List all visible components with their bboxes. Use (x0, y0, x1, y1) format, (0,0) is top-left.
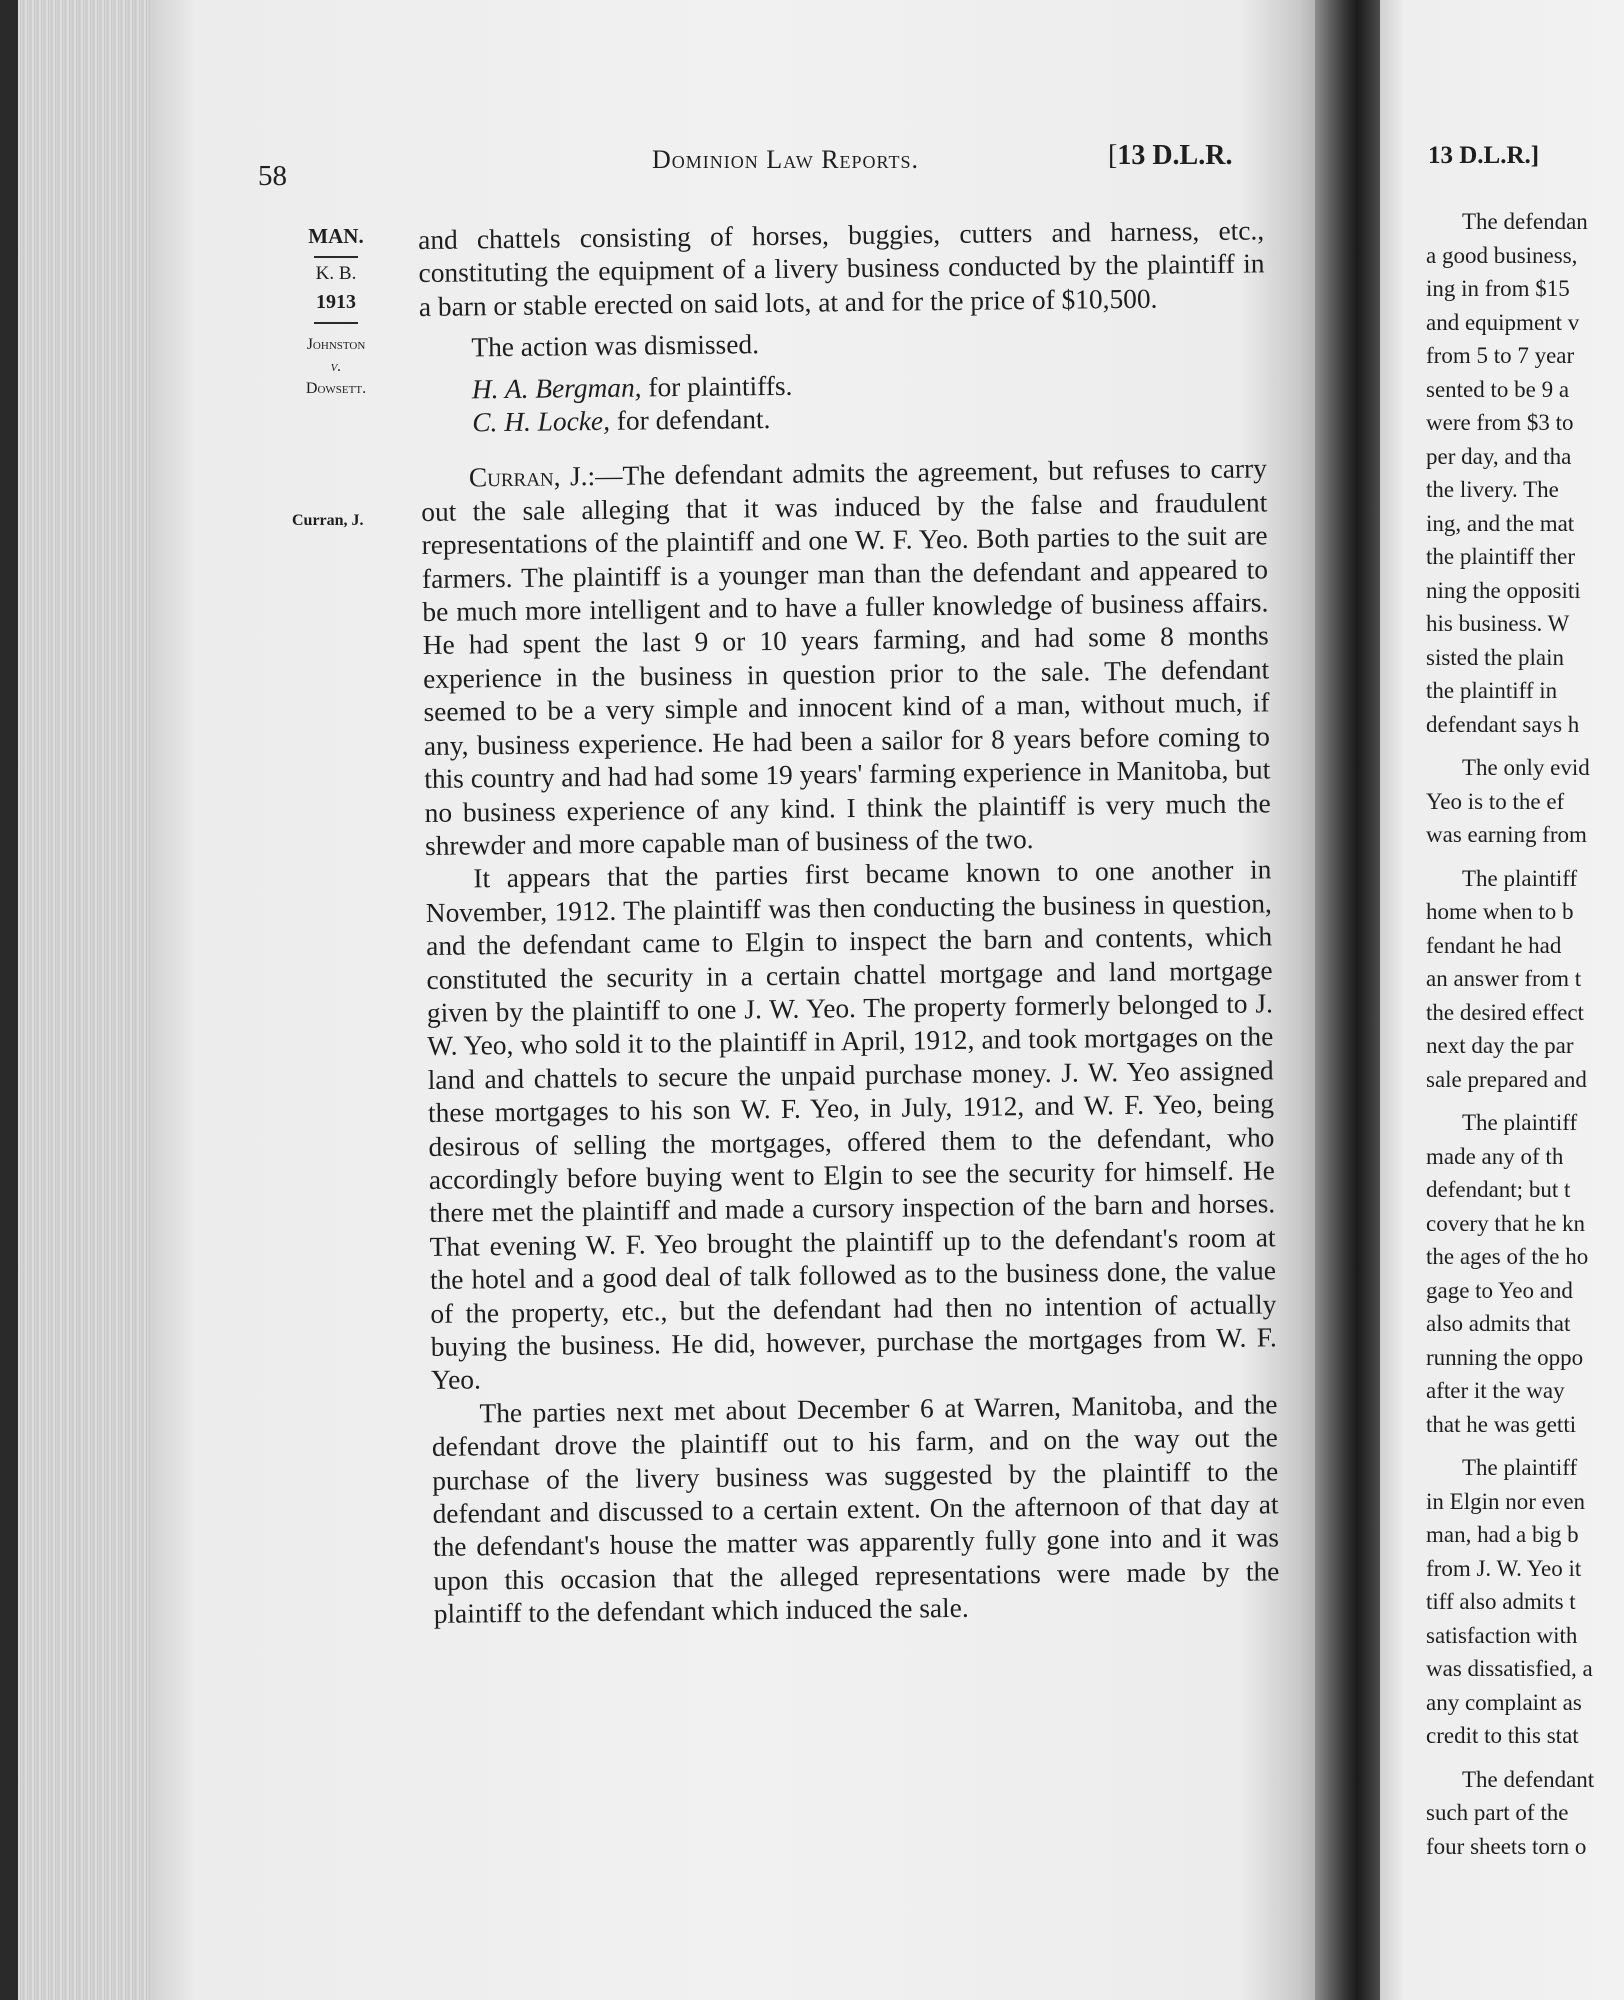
margin-rule (314, 256, 358, 258)
right-page-line: a good business, (1426, 242, 1578, 268)
right-page-line: ing in from $15 (1426, 276, 1570, 301)
right-page-line: home when to b (1426, 899, 1574, 924)
right-page-line: fendant he had (1426, 932, 1562, 958)
right-page-line: such part of the (1426, 1800, 1569, 1825)
right-page-line: also admits that (1426, 1311, 1571, 1336)
paragraph-1-text: —The defendant admits the agreement, but refuses to carry out the sale alleging that it was induced by the false and fraudulent representations of the plaintiff and one W. F. Yeo. Both parties to the suit are farmers. The plaintiff is a younger man than the defendant and appeared to be much more intelligent and to have a fuller knowledge of business affairs. He had spent the last 9 or 10 years farming, and had some 8 months experience in the business in question prior to the sale. The defendant seemed to be a very simple and innocent kind of a man, without much, if any, business experience. He had been a sailor for 8 years before coming to this country and had had some 19 years' farming experience in Manitoba, but no business experience of any kind. I think the plaintiff is very much the shrewder and more capable man of business of the two. (421, 453, 1271, 861)
right-page-line: was dissatisfied, a (1426, 1656, 1593, 1681)
book-gutter (1315, 0, 1385, 2000)
counsel-plaintiffs-role: for plaintiffs. (648, 370, 793, 403)
right-page-line: the desired effect (1426, 999, 1584, 1025)
page-edges (0, 0, 160, 2000)
disposition: The action was dismissed. (471, 329, 760, 363)
right-page-line: the plaintiff in (1426, 678, 1558, 703)
counsel-defendant-role: for defendant. (616, 404, 771, 436)
right-page-line: that he was getti (1426, 1411, 1577, 1437)
right-page-line: his business. W (1426, 611, 1570, 636)
right-page-line: sented to be 9 a (1426, 376, 1570, 402)
page-number: 58 (258, 160, 287, 192)
right-page-line: The plaintiff (1462, 1110, 1578, 1135)
right-page-line: sale prepared and (1426, 1066, 1587, 1092)
right-page-line: from 5 to 7 year (1426, 343, 1575, 368)
judgment-author: Curran, J.: (468, 461, 596, 493)
right-page-line: the ages of the ho (1426, 1244, 1589, 1269)
counsel-plaintiffs-name: H. A. Bergman, (471, 372, 642, 405)
right-page-line: and equipment v (1426, 309, 1580, 335)
paragraph-3: The parties next met about December 6 at Warren, Manitoba, and the defendant drove the plaintiff out to his farm, and on the way out the purchase of the livery business was suggested by the plaintiff to the defendant and discussed to a certain extent. On the afternoon of that day at the defendant's house the matter was apparently fully gone into and it was upon this occasion that the alleged representations were made by the plaintiff to the defendant which induced the sale. (431, 1389, 1280, 1630)
right-page-line: satisfaction with (1426, 1622, 1578, 1648)
right-page-line: next day the par (1426, 1033, 1574, 1058)
book-cover-edge (0, 0, 18, 2000)
right-page-line: The defendant (1462, 1766, 1595, 1792)
margin-case-name-1: Johnston (306, 336, 366, 353)
right-page-line: The defendan (1462, 209, 1588, 234)
margin-rule (314, 322, 358, 324)
margin-judge-note: Curran, J. (292, 512, 364, 529)
right-page-line: defendant says h (1426, 711, 1580, 737)
right-page-line: man, had a big b (1426, 1522, 1579, 1547)
right-volume-reference: 13 D.L.R.] (1428, 142, 1540, 169)
right-page-line: tiff also admits t (1426, 1589, 1576, 1614)
right-page-line: four sheets torn o (1426, 1833, 1587, 1859)
right-page-line: The plaintiff (1462, 865, 1578, 891)
counsel-defendant-name: C. H. Locke, (472, 405, 611, 438)
margin-case-name-2: Dowsett. (305, 380, 367, 397)
right-page-line: sisted the plain (1426, 644, 1564, 670)
margin-case-v: v. (330, 358, 342, 375)
right-page (1380, 0, 1624, 2000)
right-page-line: The only evid (1462, 755, 1590, 780)
right-page-line: any complaint as (1426, 1689, 1582, 1715)
opening-paragraph: and chattels consisting of horses, buggies, cutters and harness, etc., constituting the equipment of a livery business conducted by the plaintiff in a barn or stable erected on said lots, at and for the price of $10,500. (418, 215, 1265, 322)
right-page-line: running the oppo (1426, 1344, 1584, 1370)
right-page-line: an answer from t (1426, 966, 1582, 991)
margin-year: 1913 (316, 291, 356, 313)
paragraph-2: It appears that the parties first became known to one another in November, 1912. The plaintiff was then conducting the business in question, and the defendant came to Elgin to inspect the barn and contents, which constituted the security in a certain chattel mortgage and land mortgage given by the plaintiff to one J. W. Yeo. The property formerly belonged to J. W. Yeo, who sold it to the plaintiff in April, 1912, and took mortgages on the land and chattels to secure the unpaid purchase money. J. W. Yeo assigned these mortgages to his son W. F. Yeo, in July, 1912, and W. F. Yeo, being desirous of selling the mortgages, offered them to the defendant, who accordingly before buying went to Elgin to see the security for himself. He there met the plaintiff and made a cursory inspection of the barn and horses. That evening W. F. Yeo brought the plaintiff up to the defendant's room at the hotel and a good deal of talk followed as to the business done, the value of the property, etc., but the defendant had then no intention of actually buying the business. He did, however, purchase the mortgages from W. F. Yeo. (425, 854, 1277, 1396)
paragraph-1 (421, 453, 1271, 863)
margin-court: K. B. (315, 263, 357, 284)
right-page-text (1426, 205, 1624, 1863)
right-page-line: from J. W. Yeo it (1426, 1555, 1582, 1581)
right-page-line: was earning from (1426, 822, 1587, 847)
right-page-line: gage to Yeo and (1426, 1277, 1573, 1303)
right-page-line: ning the oppositi (1426, 577, 1581, 603)
right-page-line: the livery. The (1426, 477, 1559, 502)
right-page-line: credit to this stat (1426, 1723, 1579, 1748)
right-page-line: per day, and tha (1426, 443, 1572, 469)
margin-jurisdiction: MAN. (308, 224, 364, 248)
running-head: Dominion Law Reports. (652, 145, 919, 174)
right-page-line: ing, and the mat (1426, 510, 1575, 536)
right-page-line: The plaintiff (1462, 1455, 1578, 1480)
right-page-line: in Elgin nor even (1426, 1488, 1586, 1514)
margin-notes (282, 222, 390, 400)
right-page-line: after it the way (1426, 1378, 1565, 1403)
right-page-line: were from $3 to (1426, 410, 1574, 435)
right-page-line: made any of th (1426, 1143, 1564, 1169)
right-page-line: covery that he kn (1426, 1210, 1586, 1236)
right-page-line: the plaintiff ther (1426, 544, 1576, 569)
right-page-line: defendant; but t (1426, 1177, 1571, 1202)
judgment-text (418, 214, 1280, 1631)
volume-reference-text: 13 D.L.R. (1117, 140, 1233, 171)
right-page-line: Yeo is to the ef (1426, 788, 1565, 814)
volume-reference (1108, 140, 1232, 172)
bracket-glyph: [ (1108, 140, 1118, 171)
